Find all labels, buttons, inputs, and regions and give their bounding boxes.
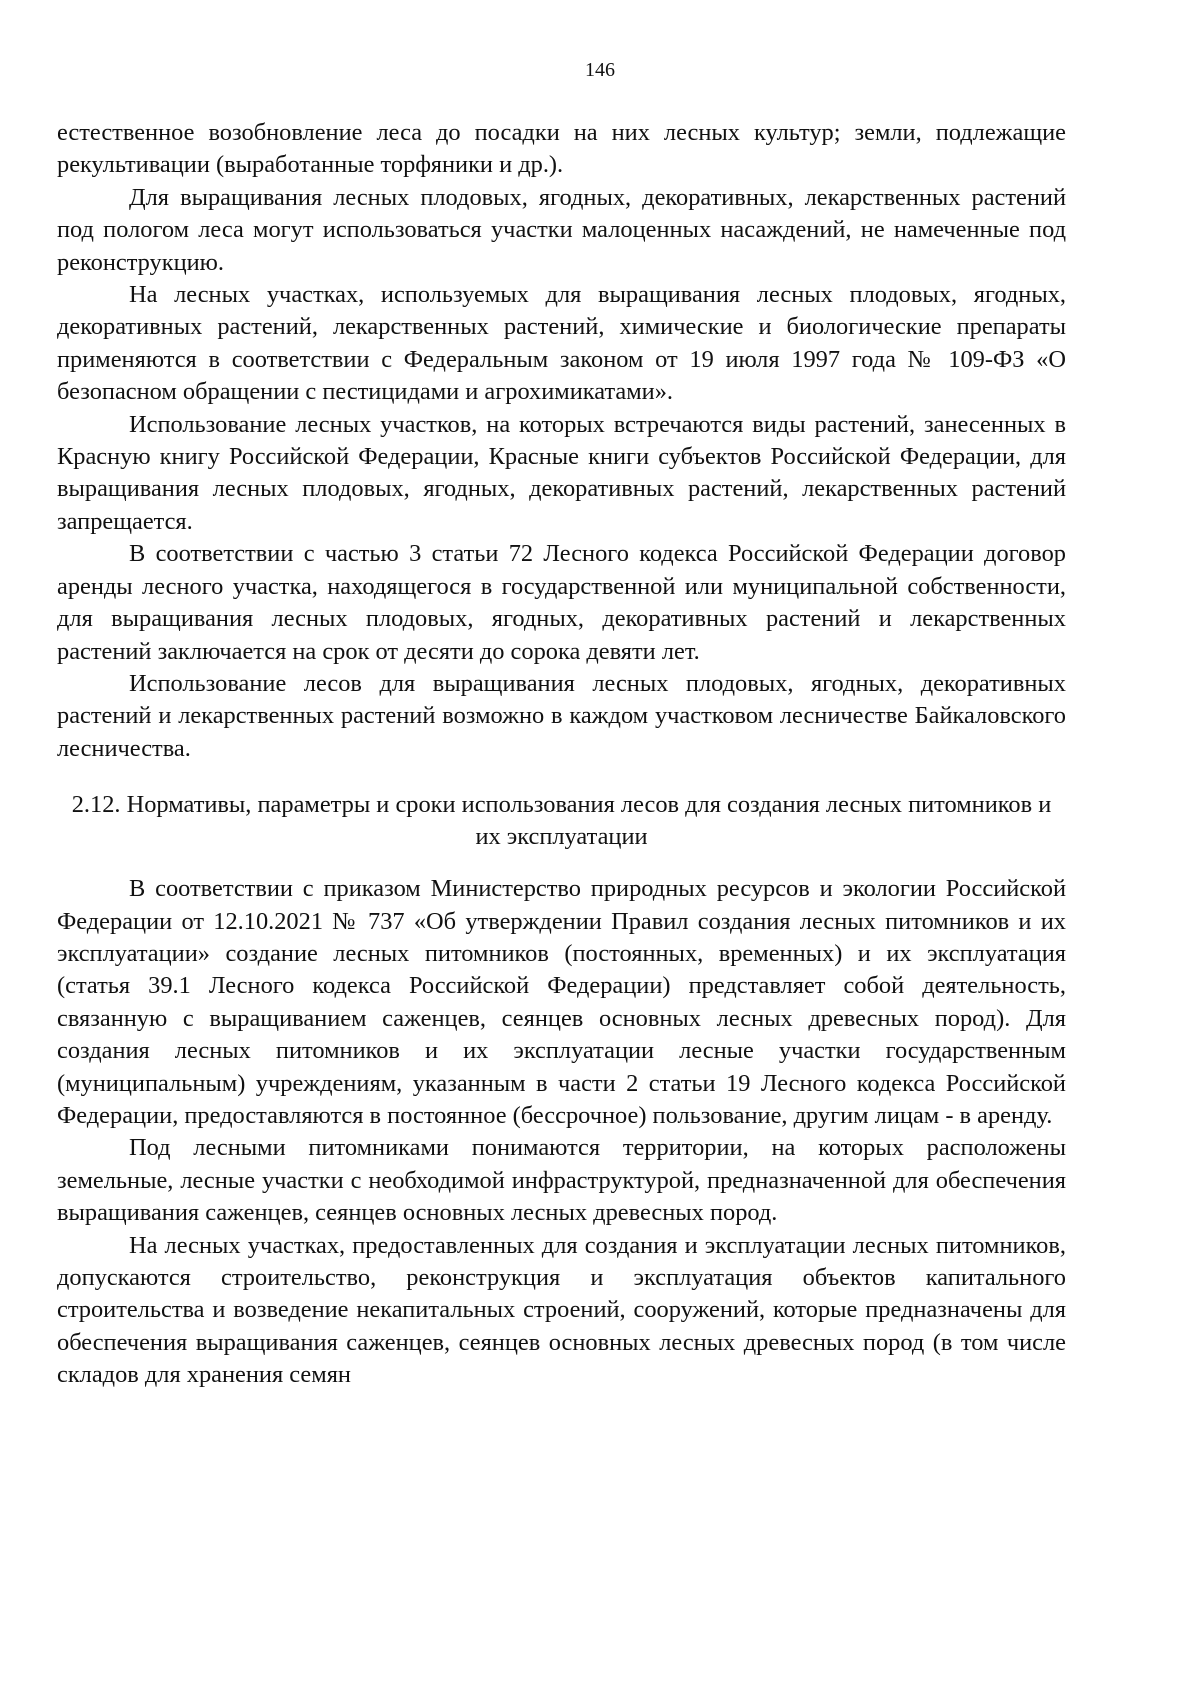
paragraph-1: естественное возобновление леса до посадки на них лесных культур; земли, подлежащие рекультивации (выработанные торфяники и др.). <box>57 119 1066 179</box>
document-body <box>57 117 1066 1392</box>
paragraph-3: На лесных участках, используемых для выращивания лесных плодовых, ягодных, декоративных растений, лекарственных растений, химические и биологические препараты применяются в соответствии с Федеральным законом от 19 июля 1997 года № 109-ФЗ «О безопасном обращении с пестицидами и агрохимикатами». <box>57 281 1066 406</box>
paragraph-9: На лесных участках, предоставленных для создания и эксплуатации лесных питомников, допускаются строительство, реконструкция и эксплуатация объектов капитального строительства и возведение некапитальных строений, сооружений, которые предназначены для обеспечения выращивания саженцев, сеянцев основных лесных древесных пород (в том числе складов для хранения семян <box>57 1231 1066 1389</box>
paragraph-2: Для выращивания лесных плодовых, ягодных, декоративных, лекарственных растений под пологом леса могут использоваться участки малоценных насаждений, не намеченные под реконструкцию. <box>57 183 1066 276</box>
paragraph-7: В соответствии с приказом Министерство природных ресурсов и экологии Российской Федерации от 12.10.2021 № 737 «Об утверждении Правил создания лесных питомников и их эксплуатации» создание лесных питомников (постоянных, временных) и их эксплуатация (статья 39.1 Лесного кодекса Российской Федерации) представляет собой деятельность, связанную с выращиванием саженцев, сеянцев основных лесных древесных пород). Для создания лесных питомников и их эксплуатации лесные участки государственным (муниципальным) учреждениям, указанным в части 2 статьи 19 Лесного кодекса Российской Федерации, предоставляются в постоянное (бессрочное) пользование, другим лицам - в аренду. <box>57 875 1066 1129</box>
section-heading: 2.12. Нормативы, параметры и сроки использования лесов для создания лесных питомников и их эксплуатации <box>71 791 1052 851</box>
paragraph-4: Использование лесных участков, на которых встречаются виды растений, занесенных в Красную книгу Российской Федерации, Красные книги субъектов Российской Федерации, для выращивания лесных плодовых, ягодных, декоративных растений, лекарственных растений запрещается. <box>57 410 1066 535</box>
paragraph-6: Использование лесов для выращивания лесных плодовых, ягодных, декоративных растений и лекарственных растений возможно в каждом участковом лесничестве Байкаловского лесничества. <box>57 669 1066 762</box>
page-number: 146 <box>585 59 615 81</box>
paragraph-8: Под лесными питомниками понимаются территории, на которых расположены земельные, лесные участки с необходимой инфраструктурой, предназначенной для обеспечения выращивания саженцев, сеянцев основных лесных древесных пород. <box>57 1134 1066 1227</box>
paragraph-5: В соответствии с частью 3 статьи 72 Лесного кодекса Российской Федерации договор аренды лесного участка, находящегося в государственной или муниципальной собственности, для выращивания лесных плодовых, ягодных, декоративных растений и лекарственных растений заключается на срок от десяти до сорока девяти лет. <box>57 540 1066 665</box>
